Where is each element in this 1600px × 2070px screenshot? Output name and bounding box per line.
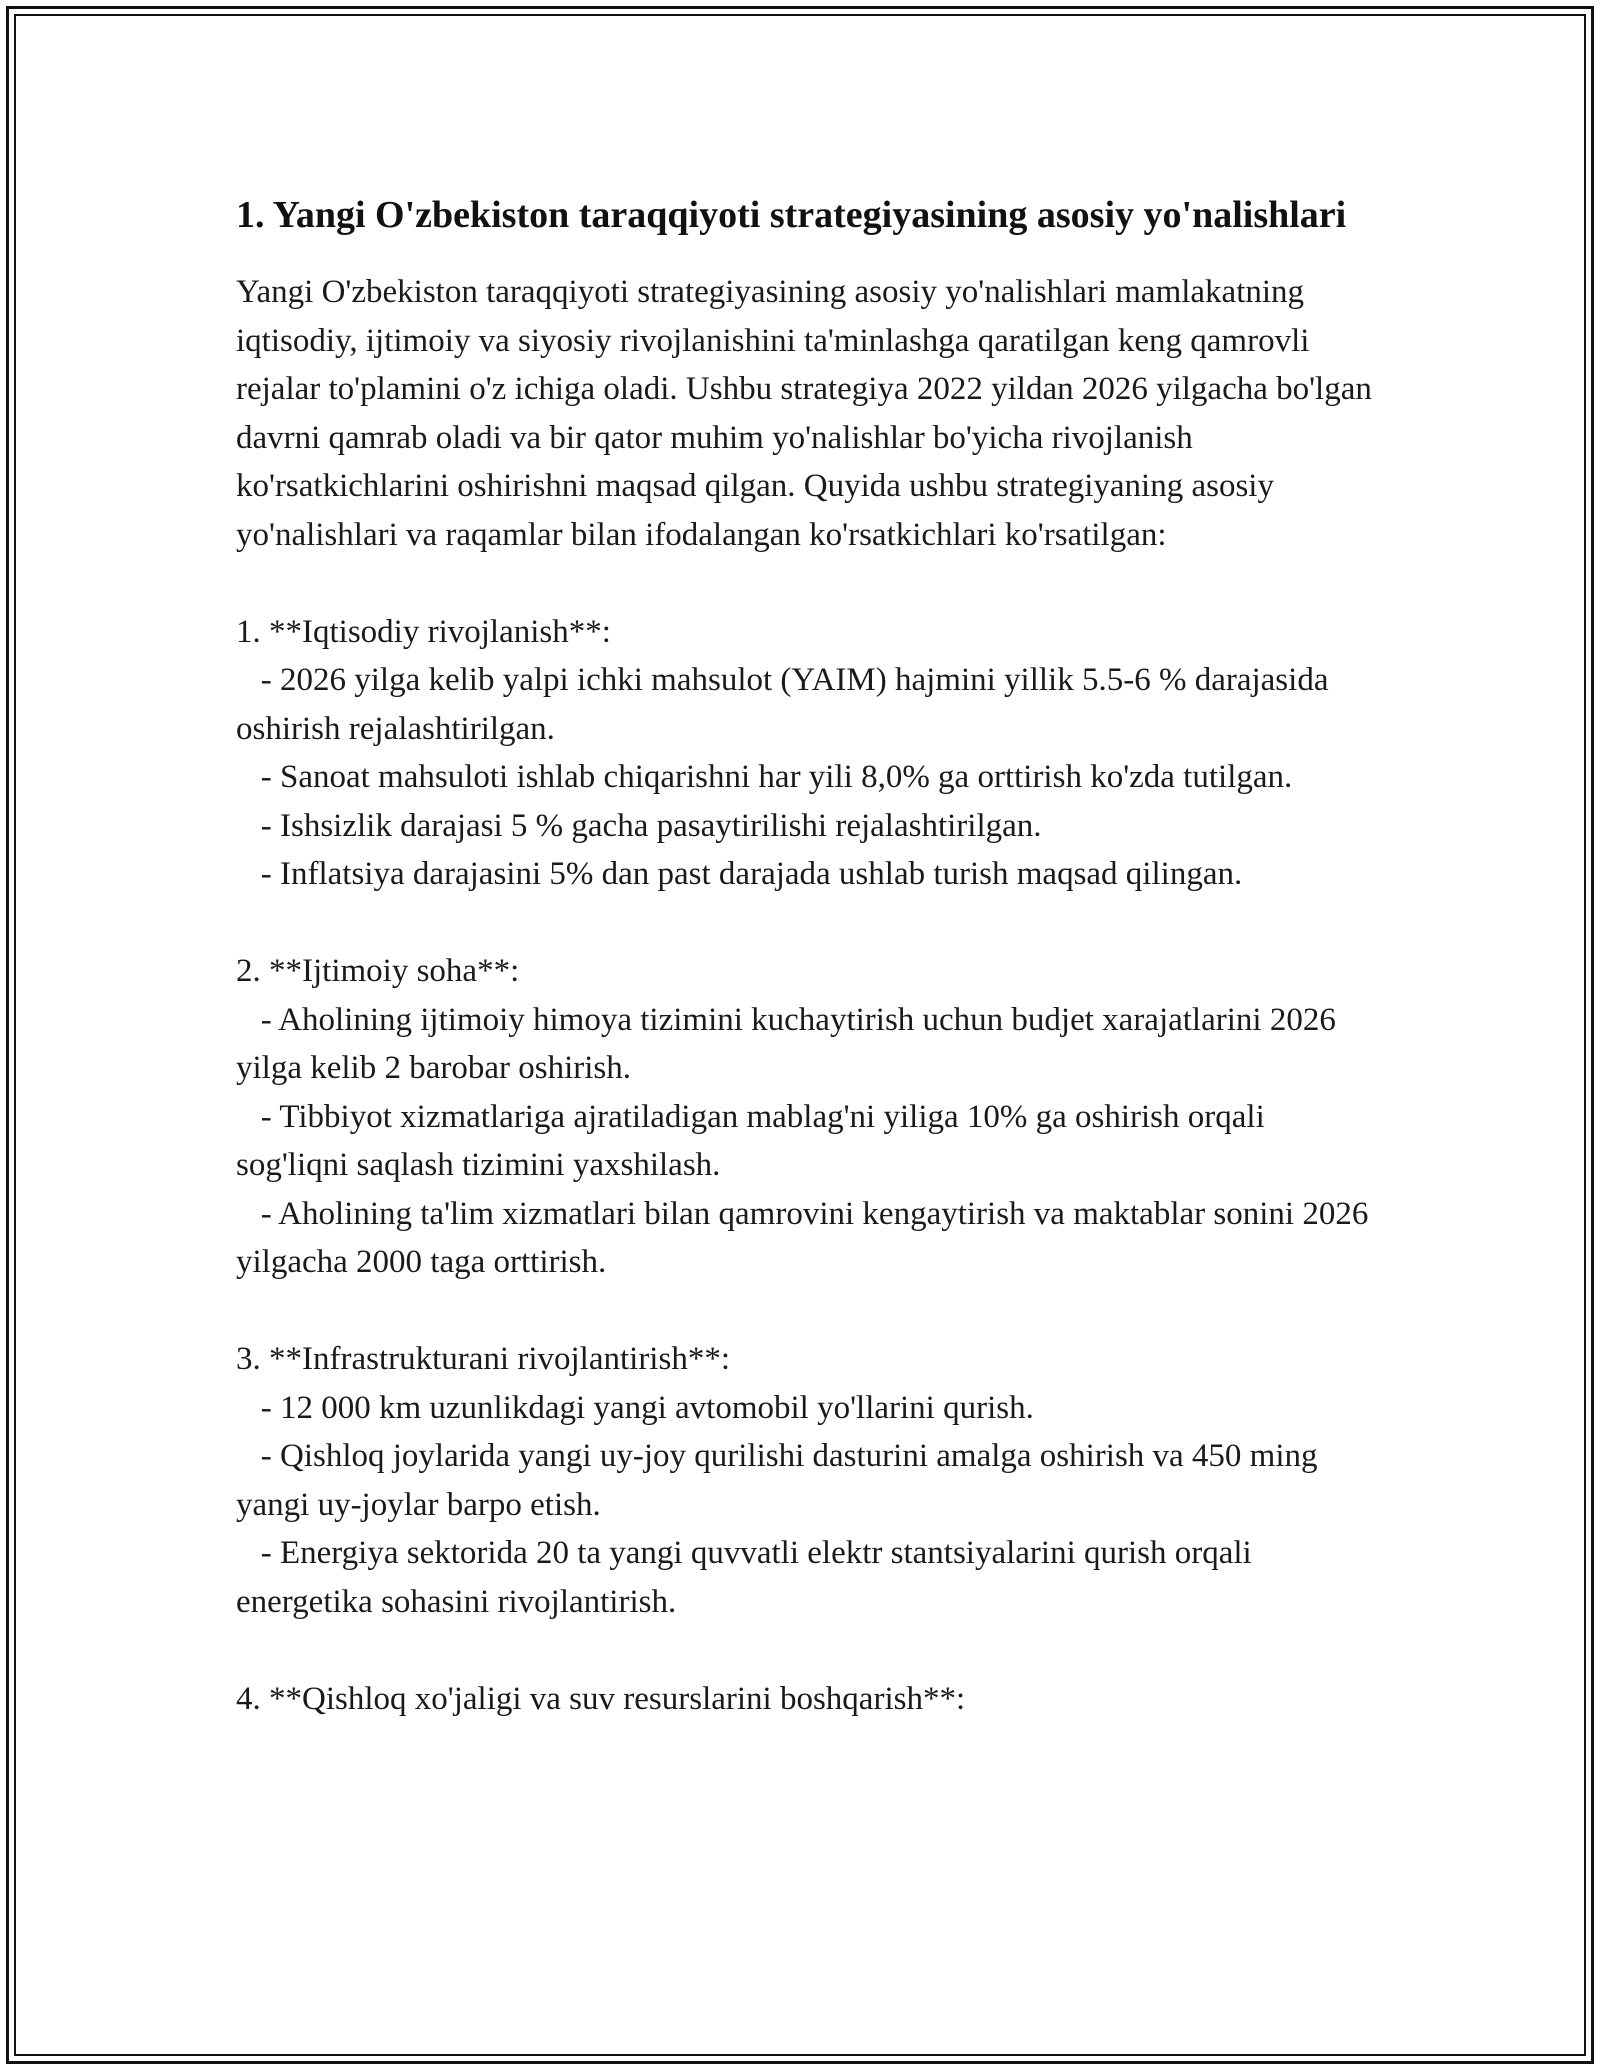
list-item: - Energiya sektorida 20 ta yangi quvvatli elektr stantsiyalarini qurish orqali energetika sohasini rivojlantirish. (236, 1535, 1260, 1620)
section-infrastructure (236, 1335, 1376, 1626)
section-heading: 4. **Qishloq xo'jaligi va suv resurslarini boshqarish**: (236, 1680, 966, 1717)
section-economic (236, 608, 1376, 899)
section-heading: 2. **Ijtimoiy soha**: (236, 953, 520, 989)
list-item: - Inflatsiya darajasini 5% dan past darajada ushlab turish maqsad qilingan. (236, 856, 1243, 892)
section-heading: 1. **Iqtisodiy rivojlanish**: (236, 613, 611, 650)
list-item: - Ishsizlik darajasi 5 % gacha pasaytirilishi rejalashtirilgan. (236, 807, 1042, 844)
list-item: - Qishloq joylarida yangi uy-joy qurilishi dasturini amalga oshirish va 450 ming yangi uy-joylar barpo etish. (236, 1438, 1326, 1523)
document-body (236, 188, 1376, 1723)
list-item: - Aholining ijtimoiy himoya tizimini kuchaytirish uchun budjet xarajatlarini 2026 yilga kelib 2 barobar oshirish. (236, 1001, 1345, 1086)
section-social (236, 947, 1376, 1287)
section-heading: 3. **Infrastrukturani rivojlantirish**: (236, 1341, 730, 1377)
list-item: - 12 000 km uzunlikdagi yangi avtomobil yo'llarini qurish. (236, 1389, 1034, 1426)
list-item: - Tibbiyot xizmatlariga ajratiladigan mablag'ni yiliga 10% ga oshirish orqali sog'liqni saqlash tizimini yaxshilash. (236, 1098, 1274, 1183)
section-agriculture (236, 1675, 1376, 1724)
document-title: 1. Yangi O'zbekiston taraqqiyoti strategiyasining asosiy yo'nalishlari (236, 194, 1347, 236)
intro-paragraph: Yangi O'zbekiston taraqqiyoti strategiyasining asosiy yo'nalishlari mamlakatning iqtisodiy, ijtimoiy va siyosiy rivojlanishini ta'minlashga qaratilgan keng qamrovli rejalar to'plamini o'z ichiga oladi. Ushbu strategiya 2022 yildan 2026 yilgacha bo'lgan davrni qamrab oladi va bir qator muhim yo'nalishlar bo'yicha rivojlanish ko'rsatkichlarini oshirishni maqsad qilgan. Quyida ushbu strategiyaning asosiy yo'nalishlari va raqamlar bilan ifodalangan ko'rsatkichlari ko'rsatilgan: (236, 274, 1372, 553)
list-item: - Aholining ta'lim xizmatlari bilan qamrovini kengaytirish va maktablar sonini 2026 yilgacha 2000 taga orttirish. (236, 1195, 1377, 1280)
list-item: - Sanoat mahsuloti ishlab chiqarishni har yili 8,0% ga orttirish ko'zda tutilgan. (236, 759, 1293, 795)
list-item: - 2026 yilga kelib yalpi ichki mahsulot (YAIM) hajmini yillik 5.5-6 % darajasida oshirish rejalashtirilgan. (236, 662, 1337, 747)
